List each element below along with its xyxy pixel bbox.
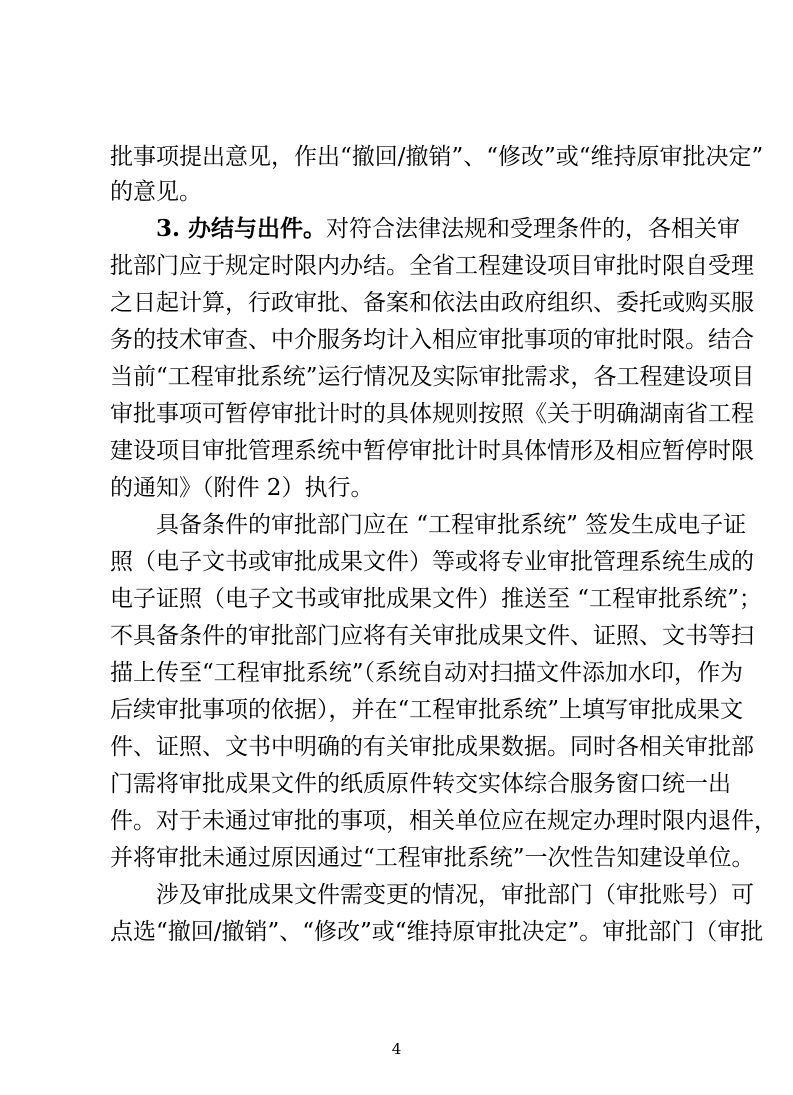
text-line: [156, 214, 741, 244]
text-line: 建设项目审批管理系统中暂停审批计时具体情形及相应暂停时限: [110, 438, 754, 464]
text-line: 的通知》（附件 2）执行。: [110, 475, 374, 501]
text-line: 涉及审批成果文件需变更的情况，审批部门（审批账号）可: [156, 882, 754, 908]
text-line: 并将审批未通过原因通过“工程审批系统”一次性告知建设单位。: [110, 845, 755, 871]
text-line: 点选“撤回/撤销”、“修改”或“维持原审批决定”。审批部门（审批: [110, 919, 764, 945]
text-line: 电子证照（电子文书或审批成果文件）推送至 “工程审批系统”；: [110, 586, 762, 612]
text-line: 不具备条件的审批部门应将有关审批成果文件、证照、文书等扫: [110, 623, 754, 649]
text-line: 审批事项可暂停审批计时的具体规则按照《关于明确湖南省工程: [110, 401, 754, 427]
text-line: 批事项提出意见，作出“撤回/撤销”、“修改”或“维持原审批决定”: [110, 144, 764, 170]
text-line: 之日起计算，行政审批、备案和依法由政府组织、委托或购买服: [110, 290, 754, 316]
text-line: 照（电子文书或审批成果文件）等或将专业审批管理系统生成的: [110, 549, 754, 575]
text-line: 当前“工程审批系统”运行情况及实际审批需求，各工程建设项目: [110, 364, 755, 390]
text-line: 具备条件的审批部门应在 “工程审批系统” 签发生成电子证: [156, 512, 747, 538]
text-line: 务的技术审查、中介服务均计入相应审批事项的审批时限。结合: [110, 327, 754, 353]
section-heading: 3. 办结与出件。: [156, 215, 327, 242]
text-line: 描上传至“工程审批系统”（系统自动对扫描文件添加水印，作为: [110, 660, 744, 686]
text-line: 批部门应于规定时限内办结。全省工程建设项目审批时限自受理: [110, 253, 754, 279]
text-line: 的意见。: [110, 179, 202, 205]
text-line: 后续审批事项的依据），并在“工程审批系统”上填写审批成果文: [110, 697, 744, 723]
text-line: 门需将审批成果文件的纸质原件转交实体综合服务窗口统一出: [110, 771, 731, 797]
page-number: 4: [391, 1040, 402, 1058]
text-span: 对符合法律法规和受理条件的，各相关审: [326, 216, 741, 242]
text-line: 件、证照、文书中明确的有关审批成果数据。同时各相关审批部: [110, 734, 754, 760]
text-line: 件。对于未通过审批的事项，相关单位应在规定办理时限内退件，: [110, 808, 777, 834]
